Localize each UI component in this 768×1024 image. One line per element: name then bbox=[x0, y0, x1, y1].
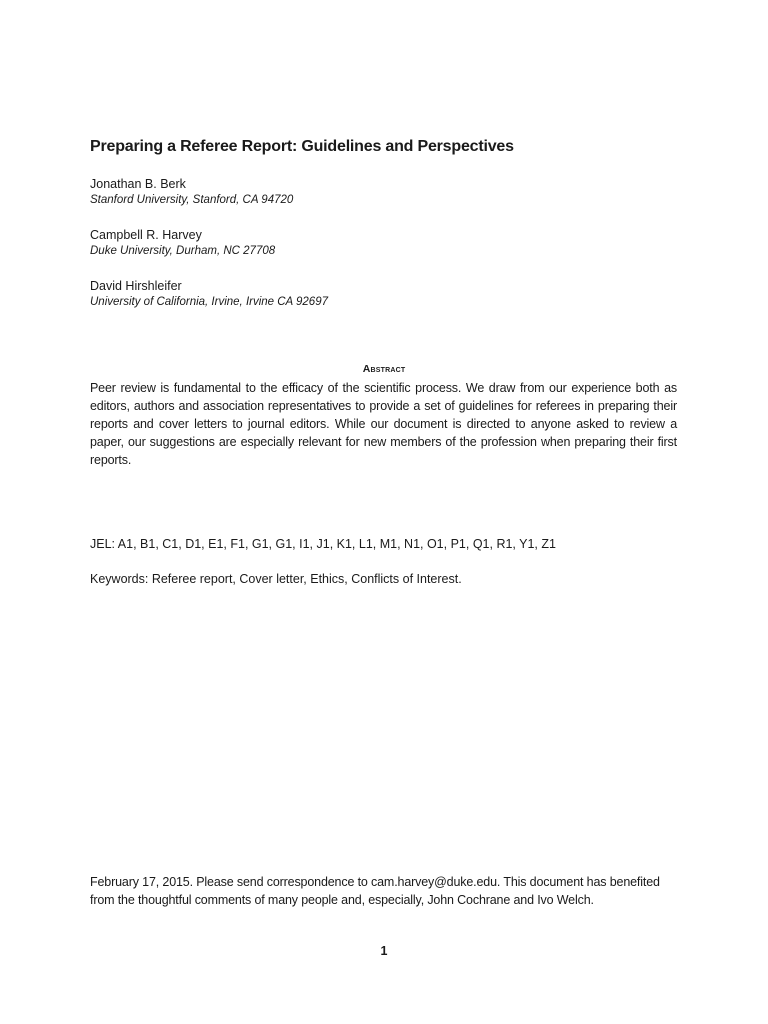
footnote bbox=[90, 873, 690, 909]
author-name: Campbell R. Harvey bbox=[90, 228, 202, 242]
author-affiliation: Stanford University, Stanford, CA 94720 bbox=[90, 194, 294, 206]
abstract-text: Peer review is fundamental to the efficacy of the scientific process. We draw from our experience both as editors, authors and association representatives to provide a set of guidelines for referees in preparing their reports and cover letters to journal editors. While our document is directed to anyone asked to review a paper, our suggestions are especially relevant for new members of the profession when preparing their first reports. bbox=[90, 381, 677, 467]
author-block bbox=[90, 227, 275, 259]
footnote-line: from the thoughtful comments of many people and, especially, John Cochrane and Ivo Welch. bbox=[90, 893, 594, 907]
author-name: David Hirshleifer bbox=[90, 279, 182, 293]
paper-title: Preparing a Referee Report: Guidelines and Perspectives bbox=[90, 138, 514, 155]
keywords: Keywords: Referee report, Cover letter, Ethics, Conflicts of Interest. bbox=[90, 572, 462, 586]
author-name: Jonathan B. Berk bbox=[90, 177, 186, 191]
author-affiliation: Duke University, Durham, NC 27708 bbox=[90, 245, 276, 257]
author-block bbox=[90, 278, 328, 310]
author-block bbox=[90, 176, 293, 208]
jel-codes: JEL: A1, B1, C1, D1, E1, F1, G1, G1, I1, J1, K1, L1, M1, N1, O1, P1, Q1, R1, Y1, Z1 bbox=[90, 537, 556, 551]
footnote-line: February 17, 2015. Please send correspondence to cam.harvey@duke.edu. This document has benefited bbox=[90, 875, 660, 889]
page-number: 1 bbox=[380, 944, 388, 958]
author-affiliation: University of California, Irvine, Irvine CA 92697 bbox=[90, 296, 328, 308]
abstract-heading: Abstract bbox=[362, 363, 406, 375]
